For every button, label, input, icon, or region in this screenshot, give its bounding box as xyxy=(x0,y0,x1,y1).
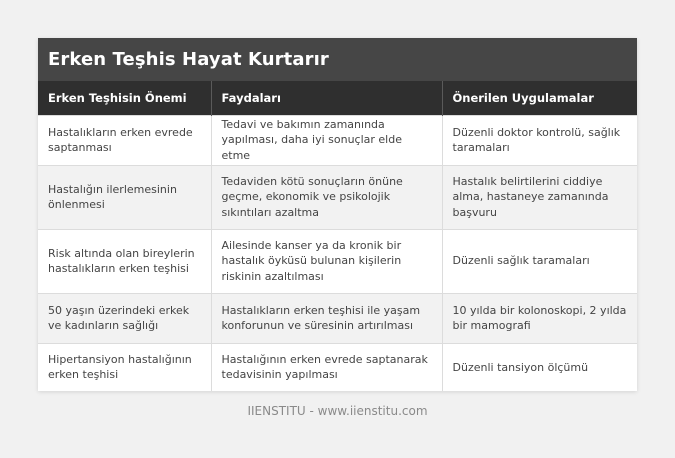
data-table xyxy=(38,81,637,391)
table-cell: Hastalıkların erken evrede saptanması xyxy=(38,115,211,165)
table-cell: Düzenli sağlık taramaları xyxy=(442,229,637,293)
table-title: Erken Teşhis Hayat Kurtarır xyxy=(38,38,637,81)
table-cell: Hastalığın ilerlemesinin önlenmesi xyxy=(38,165,211,229)
table-cell: Tedavi ve bakımın zamanında yapılması, daha iyi sonuçlar elde etme xyxy=(211,115,442,165)
column-header-recommendations: Önerilen Uygulamalar xyxy=(442,81,637,115)
table-cell: Risk altında olan bireylerin hastalıkların erken teşhisi xyxy=(38,229,211,293)
table-cell: Hastalıkların erken teşhisi ile yaşam konforunun ve süresinin artırılması xyxy=(211,293,442,343)
header-row xyxy=(38,81,637,115)
table-cell: Düzenli doktor kontrolü, sağlık taramaları xyxy=(442,115,637,165)
table-row xyxy=(38,229,637,293)
table-row xyxy=(38,165,637,229)
table-row xyxy=(38,115,637,165)
table-cell: Ailesinde kanser ya da kronik bir hastalık öyküsü bulunan kişilerin riskinin azaltılması xyxy=(211,229,442,293)
column-header-importance: Erken Teşhisin Önemi xyxy=(38,81,211,115)
table-row xyxy=(38,293,637,343)
table-cell: Hastalık belirtilerini ciddiye alma, hastaneye zamanında başvuru xyxy=(442,165,637,229)
table-cell: Tedaviden kötü sonuçların önüne geçme, ekonomik ve psikolojik sıkıntıları azaltma xyxy=(211,165,442,229)
table-cell: Hastalığının erken evrede saptanarak tedavisinin yapılması xyxy=(211,343,442,391)
table-cell: 10 yılda bir kolonoskopi, 2 yılda bir mamografi xyxy=(442,293,637,343)
column-header-benefits: Faydaları xyxy=(211,81,442,115)
table-row xyxy=(38,343,637,391)
table-card xyxy=(38,38,637,391)
table-cell: Düzenli tansiyon ölçümü xyxy=(442,343,637,391)
footer-credit: IIENSTITU - www.iienstitu.com xyxy=(247,404,428,418)
table-cell: Hipertansiyon hastalığının erken teşhisi xyxy=(38,343,211,391)
table-cell: 50 yaşın üzerindeki erkek ve kadınların sağlığı xyxy=(38,293,211,343)
